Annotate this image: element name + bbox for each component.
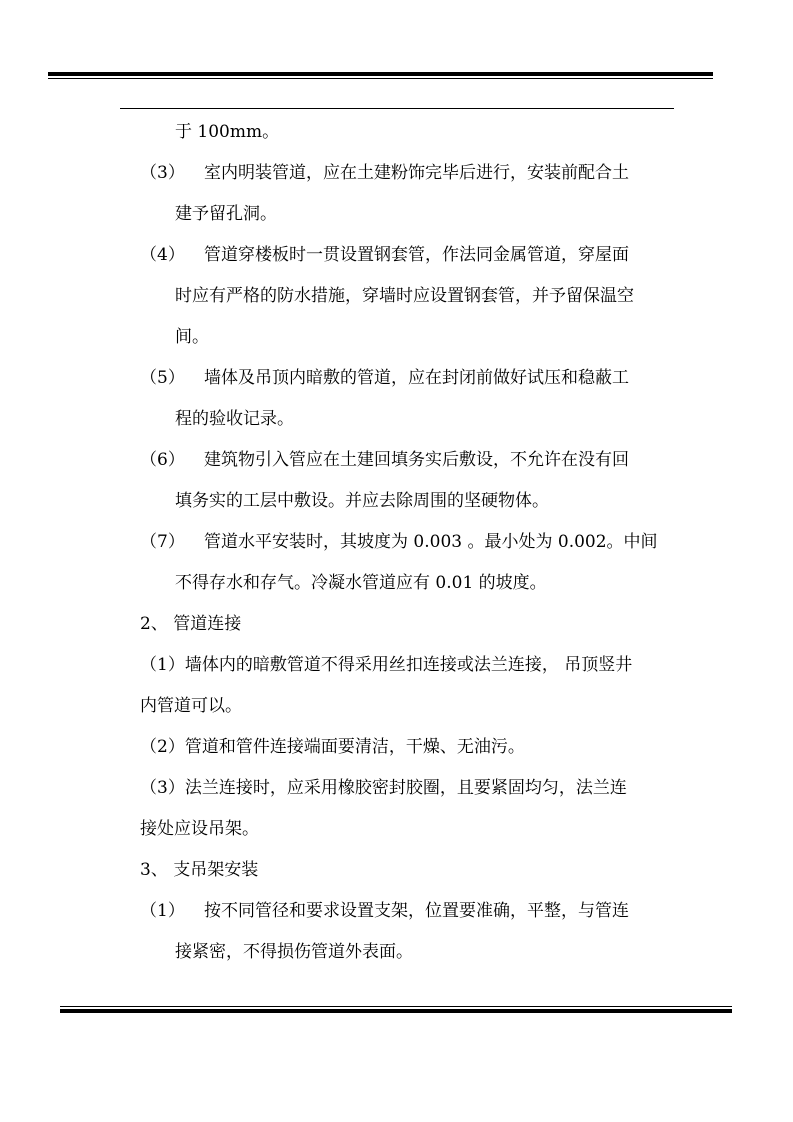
item-5-line-2: 程的验收记录。	[175, 409, 294, 429]
item-number: （3）	[140, 163, 185, 183]
item-4-line-1	[140, 235, 674, 276]
footer-rule-thick	[60, 1009, 732, 1013]
item-text: 室内明装管道，应在土建粉饰完毕后进行，安装前配合土	[204, 163, 629, 183]
item-3-line-1	[140, 153, 674, 194]
item-number: （6）	[140, 450, 185, 470]
item-7-line-1	[140, 522, 674, 563]
para-2: （2）管道和管件连接端面要清洁，干燥、无油污。	[140, 737, 525, 757]
document-body	[140, 112, 674, 973]
item-text: 按不同管径和要求设置支架，位置要准确，平整，与管连	[204, 901, 629, 921]
item-7-line-2: 不得存水和存气。冷凝水管道应有 0.01 的坡度。	[175, 573, 547, 593]
item-4-line-2: 时应有严格的防水措施，穿墙时应设置钢套管，并予留保温空	[175, 286, 634, 306]
support-item-1-line-1	[140, 891, 674, 932]
item-text: 墙体及吊顶内暗敷的管道，应在封闭前做好试压和稳蔽工	[204, 368, 629, 388]
item-6-line-1	[140, 440, 674, 481]
para-3-line-1: （3）法兰连接时，应采用橡胶密封胶圈，且要紧固均匀，法兰连	[140, 778, 627, 798]
para-1-line-2: 内管道可以。	[140, 696, 242, 716]
header-rule-inner	[120, 108, 674, 109]
item-3-line-2: 建予留孔洞。	[175, 204, 277, 224]
section-heading-2: 2、 管道连接	[140, 614, 242, 634]
para-1-line-1: （1）墙体内的暗敷管道不得采用丝扣连接或法兰连接， 吊顶竖井	[140, 655, 633, 675]
continuation-line: 于 100mm。	[175, 122, 280, 142]
item-number: （1）	[140, 901, 185, 921]
item-4-line-3: 间。	[175, 327, 209, 347]
item-text: 管道穿楼板时一贯设置钢套管，作法同金属管道，穿屋面	[204, 245, 629, 265]
item-text: 管道水平安装时，其坡度为 0.003 。最小处为 0.002。中间	[204, 532, 658, 552]
item-text: 建筑物引入管应在土建回填务实后敷设，不允许在没有回	[204, 450, 629, 470]
item-6-line-2: 填务实的工层中敷设。并应去除周围的坚硬物体。	[175, 491, 549, 511]
support-item-1-line-2: 接紧密，不得损伤管道外表面。	[175, 942, 413, 962]
section-heading-3: 3、 支吊架安装	[140, 860, 259, 880]
item-number: （7）	[140, 532, 185, 552]
item-number: （5）	[140, 368, 185, 388]
item-number: （4）	[140, 245, 185, 265]
para-3-line-2: 接处应设吊架。	[140, 819, 259, 839]
footer-rule-thin	[60, 1006, 732, 1007]
header-rule-thin	[48, 78, 713, 79]
header-rule-thick	[48, 72, 713, 76]
item-5-line-1	[140, 358, 674, 399]
